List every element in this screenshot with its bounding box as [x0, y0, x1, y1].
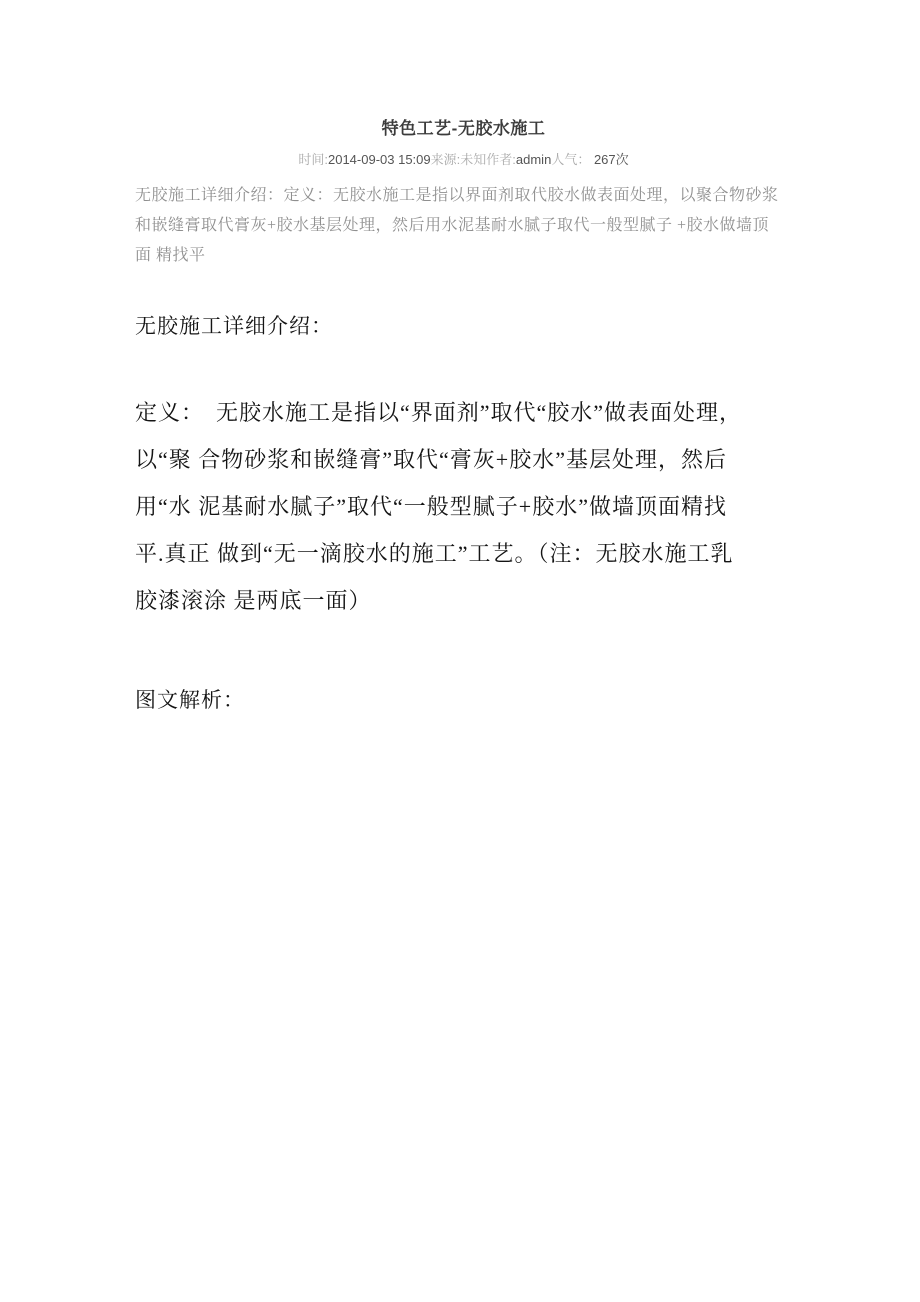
meta-time-label: 时间: — [298, 152, 328, 167]
paragraph-line: 定义： 无胶水施工是指以“界面剂”取代“胶水”做表面处理， — [135, 400, 743, 425]
paragraph-line: 用“水 泥基耐水腻子”取代“一般型腻子+胶水”做墙顶面精找 — [135, 494, 727, 519]
article-summary — [135, 181, 792, 271]
meta-source: 来源:未知 — [430, 152, 487, 167]
summary-line: 和嵌缝膏取代膏灰+胶水基层处理，然后用水泥基耐水腻子取代一般型腻子 +胶水做墙顶 — [135, 217, 770, 234]
meta-views-value: 267次 — [590, 152, 629, 167]
summary-line: 面 精找平 — [135, 247, 206, 264]
meta-author-value: admin — [515, 152, 552, 167]
caption-heading: 图文解析： — [135, 688, 245, 712]
paragraph-line: 以“聚 合物砂浆和嵌缝膏”取代“膏灰+胶水”基层处理，然后 — [135, 447, 727, 472]
meta-time-value: 2014-09-03 15:09 — [327, 152, 431, 167]
meta-author-label: 作者: — [486, 152, 516, 167]
paragraph-line: 平.真正 做到“无一滴胶水的施工”工艺。（注：无胶水施工乳 — [135, 541, 734, 566]
article-meta — [135, 151, 792, 168]
article-title: 特色工艺-无胶水施工 — [381, 119, 546, 138]
meta-views-label: 人气： — [551, 152, 591, 167]
article-paragraph — [135, 389, 792, 624]
paragraph-line: 胶漆滚涂 是两底一面） — [135, 588, 372, 613]
section-heading: 无胶施工详细介绍： — [135, 314, 333, 338]
summary-line: 无胶施工详细介绍：定义：无胶水施工是指以界面剂取代胶水做表面处理，以聚合物砂浆 — [135, 187, 779, 204]
